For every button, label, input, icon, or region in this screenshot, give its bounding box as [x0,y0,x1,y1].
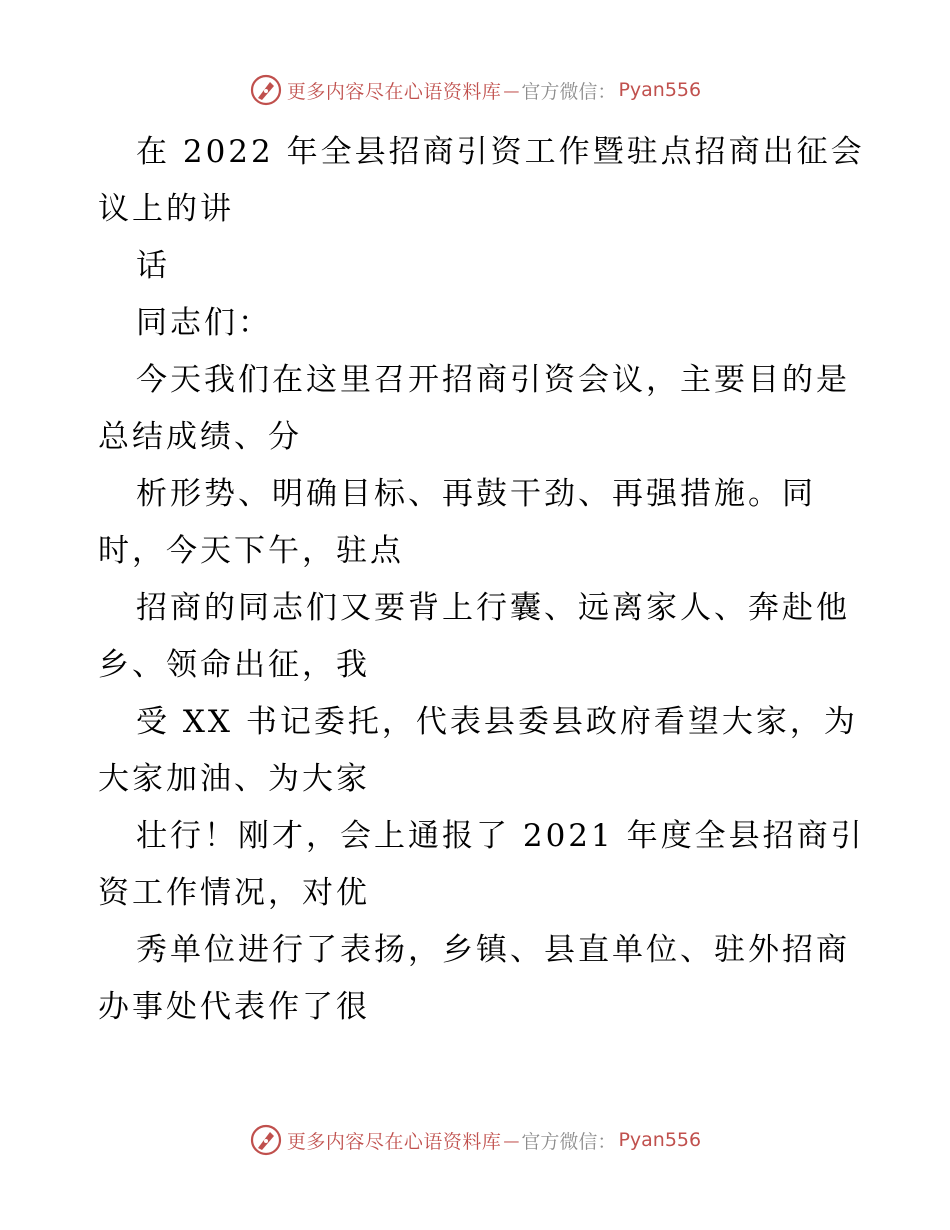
text-line: 时，今天下午，驻点 [98,533,404,569]
pen-nib-logo-icon [249,73,283,107]
text-line: 秀单位进行了表扬，乡镇、县直单位、驻外招商 [136,932,850,968]
banner-site-text: 更多内容尽在心语资料库 [286,80,502,103]
banner-separator: — [503,80,520,100]
document-body [98,124,865,1036]
text-line: 壮行！刚才，会上通报了 2021 年度全县招商引 [136,818,865,854]
banner-site-text: 更多内容尽在心语资料库 [286,1130,502,1153]
banner-wechat-label: 官方微信： [521,80,617,103]
text-line: 议上的讲 [98,191,234,227]
text-line: 大家加油、为大家 [98,761,370,797]
header-banner [0,70,950,110]
text-line: 总结成绩、分 [98,419,302,455]
banner-wechat-label: 官方微信： [521,1130,617,1153]
text-line: 话 [136,248,170,284]
text-line: 今天我们在这里召开招商引资会议，主要目的是 [136,362,850,398]
text-line: 资工作情况，对优 [98,875,370,911]
text-line: 办事处代表作了很 [98,989,370,1025]
footer-banner [0,1120,950,1160]
banner-separator: — [503,1130,520,1150]
text-line: 招商的同志们又要背上行囊、远离家人、奔赴他 [136,590,850,626]
banner-wechat-id: Pyan556 [618,79,702,101]
pen-nib-logo-icon [249,1123,283,1157]
text-line: 受 XX 书记委托，代表县委县政府看望大家，为 [136,704,858,740]
text-line: 同志们： [136,305,272,341]
text-line: 析形势、明确目标、再鼓干劲、再强措施。同 [136,476,816,512]
text-line: 在 2022 年全县招商引资工作暨驻点招商出征会 [136,134,865,170]
text-line: 乡、领命出征，我 [98,647,370,683]
banner-wechat-id: Pyan556 [618,1129,702,1151]
